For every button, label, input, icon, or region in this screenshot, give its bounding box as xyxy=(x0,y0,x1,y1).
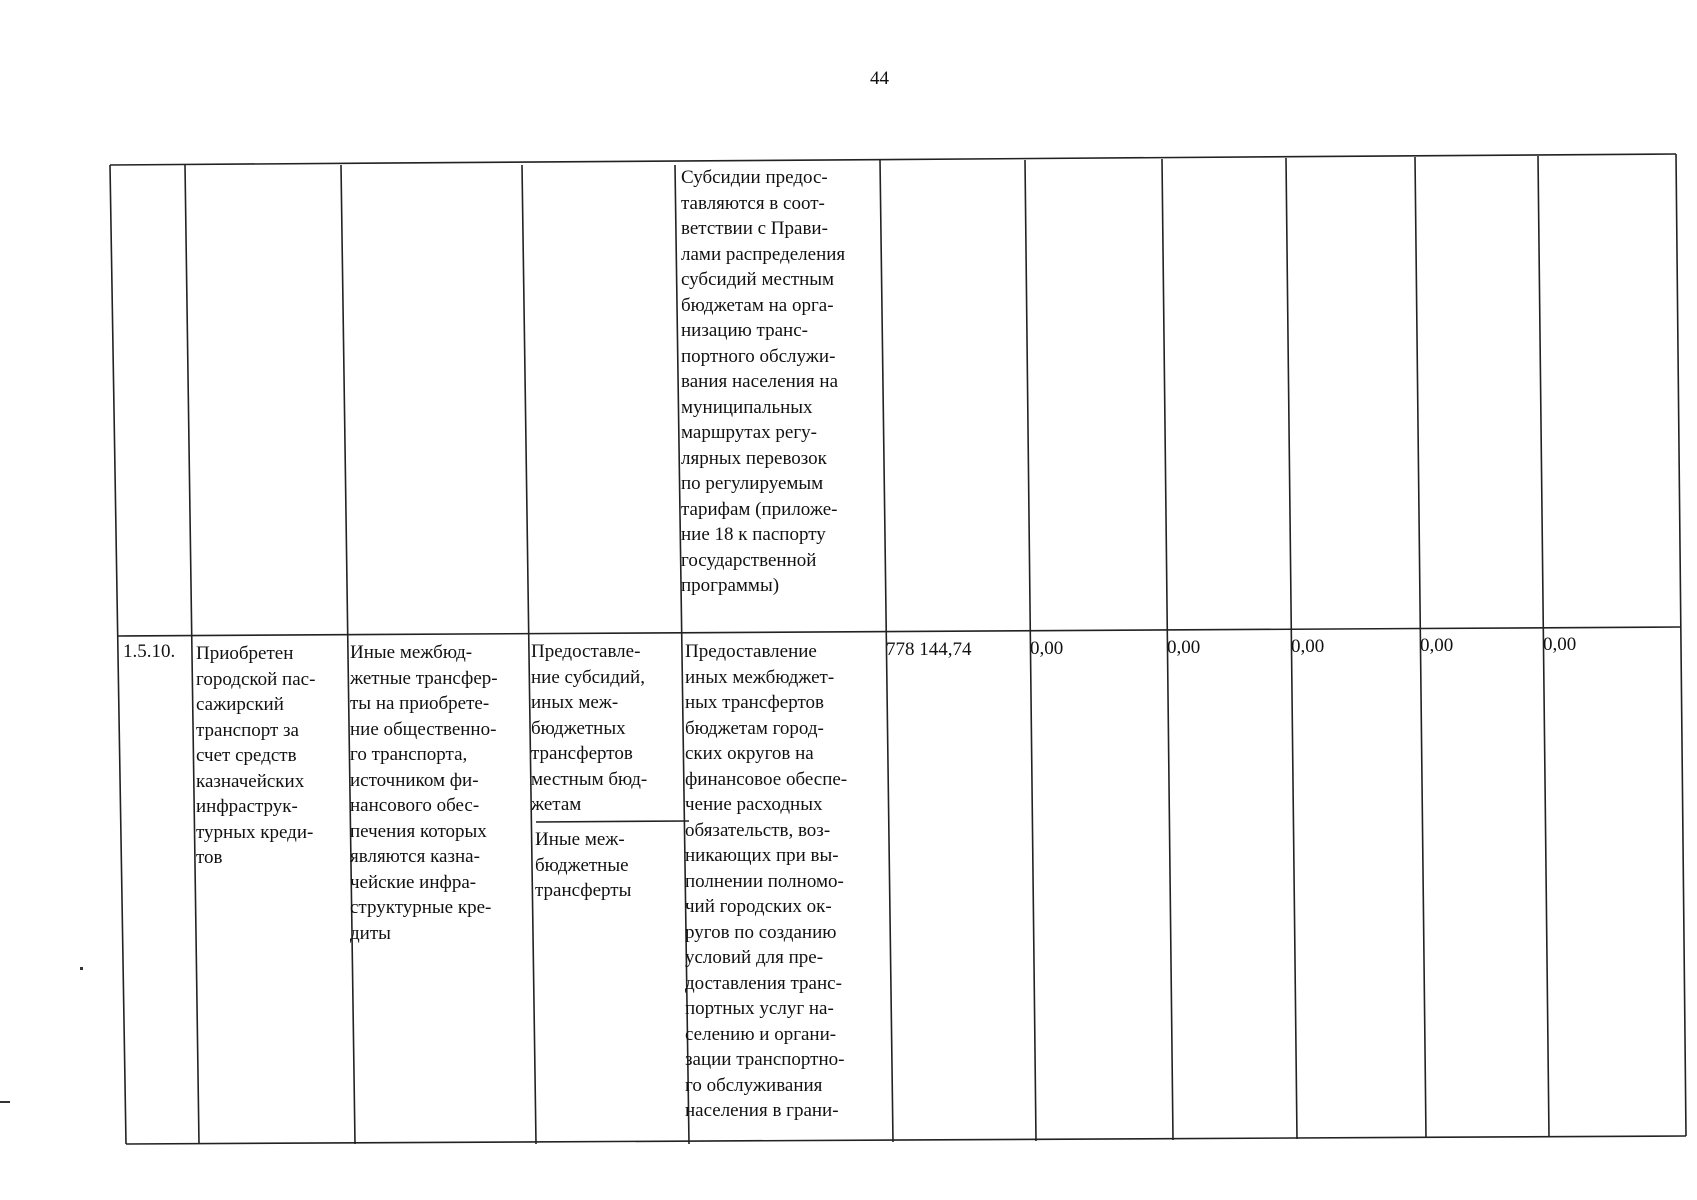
row-number: 1.5.10. xyxy=(123,641,176,662)
value-cell: 0,00 xyxy=(1543,634,1577,655)
row-basis: Предоставление иных межбюджет- ных трансфертов бюджетам город- ских округов на финансовое обеспе- чение расходных обязательств, воз- никающих при вы- полнении полномо- чий городских ок- ругов по созданию условий для пре- доставления транс- портных услуг на- селению и органи- зации транспортно- го обслуживания населения в грани- xyxy=(685,641,848,1121)
value-cell: 0,00 xyxy=(1291,636,1325,657)
value-cell: 0,00 xyxy=(1030,638,1064,659)
value-cell: 0,00 xyxy=(1167,637,1201,658)
scan-mark xyxy=(0,1101,10,1103)
scan-dot xyxy=(80,967,83,970)
continuation-basis-text: Субсидии предос- тавляются в соот- ветствии с Прави- лами распределения субсидий местным бюджетам на орга- низацию транс- портного обслужи- вания населения на муниципальных маршрутах регу- лярных перевозок по регулируемым тарифам (приложе- ние 18 к паспорту государственной программы) xyxy=(681,167,846,596)
row-mechanism-bottom: Иные меж- бюджетные трансферты xyxy=(535,829,632,901)
page-number: 44 xyxy=(870,68,889,89)
row-mechanism-top: Предоставле- ние субсидий, иных меж- бюджетных трансфертов местным бюд- жетам xyxy=(531,641,648,815)
row-name: Приобретен городской пас- сажирский транспорт за счет средств казначейских инфраструк- турных креди- тов xyxy=(196,643,316,868)
row-measure: Иные межбюд- жетные трансфер- ты на приобрете- ние общественно- го транспорта, источником фи- нансового обес- печения которых являются казна- чейские инфра- структурные кре- диты xyxy=(350,642,498,944)
value-cell: 0,00 xyxy=(1420,635,1454,656)
value-cell: 778 144,74 xyxy=(886,639,972,660)
